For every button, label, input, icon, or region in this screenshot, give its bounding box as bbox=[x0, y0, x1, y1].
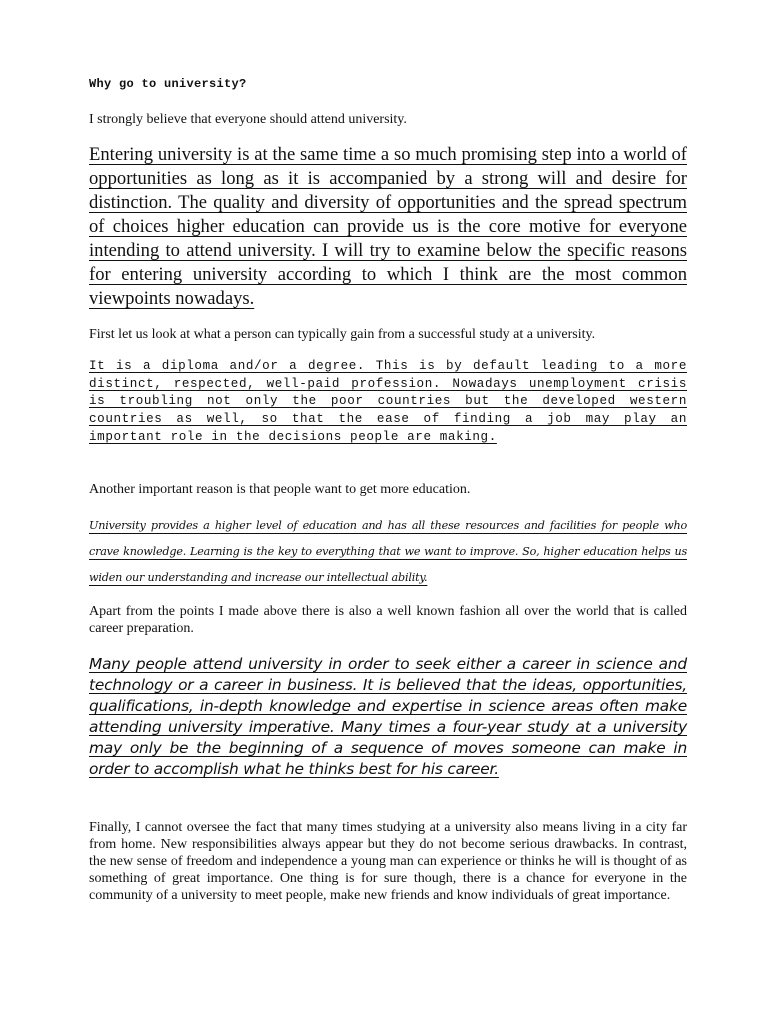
paragraph-finally: Finally, I cannot oversee the fact that many times studying at a university also means living in a city far from home. New responsibilities always appear but they do not become serious drawbacks. In contrast, the new sense of freedom and independence a young man can experience or thinks he will is thought of as something of great importance. One thing is for sure though, there is a chance for everyone in the community of a university to meet people, make new friends and know individuals of great importance. bbox=[89, 820, 687, 903]
paragraph-diploma: It is a diploma and/or a degree. This is by default leading to a more distinct, respected, well-paid profession. Nowadays unemployment crisis is troubling not only the poor countries but the developed western countries as well, so that the ease of finding a job may play an important role in the decisions people are making. bbox=[89, 359, 687, 444]
lead-more-education: Another important reason is that people want to get more education. bbox=[89, 482, 471, 497]
intro-sentence: I strongly believe that everyone should attend university. bbox=[89, 112, 407, 127]
lead-career-preparation: Apart from the points I made above there is also a well known fashion all over the world that is called career preparation. bbox=[89, 604, 687, 636]
paragraph-higher-education: University provides a higher level of education and has all these resources and facilities for people who crave knowledge. Learning is the key to everything that we want to improve. So, higher education helps us widen our understanding and increase our intellectual ability. bbox=[89, 519, 687, 584]
document-title: Why go to university? bbox=[89, 77, 247, 91]
paragraph-career: Many people attend university in order to seek either a career in science and technology or a career in business. It is believed that the ideas, opportunities, qualifications, in-depth knowledge and expertise in science areas often make attending university imperative. Many times a four-year study at a university may only be the beginning of a sequence of moves someone can make in order to accomplish what he thinks best for his career. bbox=[89, 655, 687, 778]
paragraph-entering-university: Entering university is at the same time a so much promising step into a world of opportunities as long as it is accompanied by a strong will and desire for distinction. The quality and diversity of opportunities and the spread spectrum of choices higher education can provide us is the core motive for everyone intending to attend university. I will try to examine below the specific reasons for entering university according to which I think are the most common viewpoints nowadays. bbox=[89, 144, 687, 309]
lead-typical-gain: First let us look at what a person can typically gain from a successful study at a university. bbox=[89, 327, 596, 342]
